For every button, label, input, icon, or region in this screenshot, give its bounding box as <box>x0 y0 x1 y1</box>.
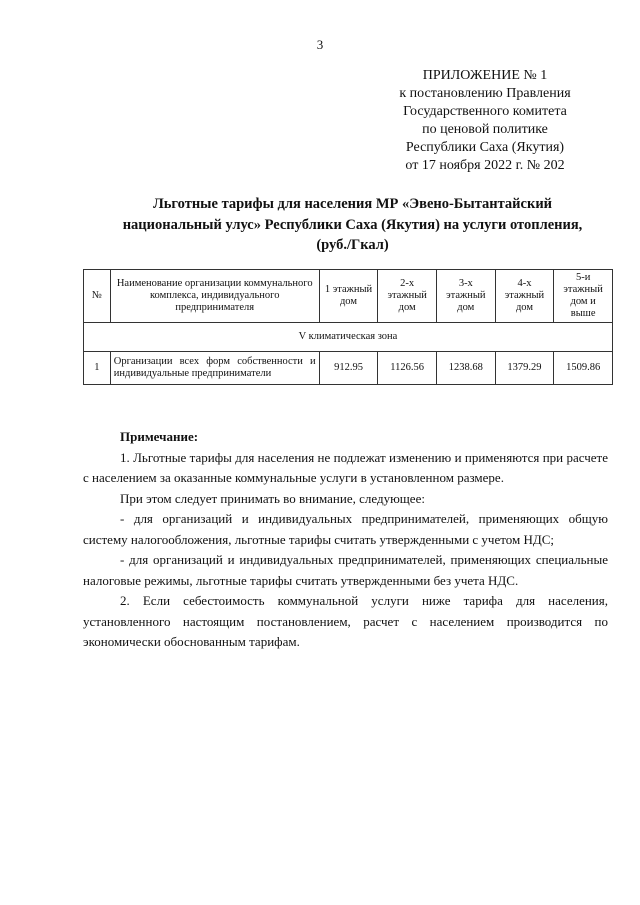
appendix-line: по ценовой политике <box>422 122 548 137</box>
note-paragraph: 2. Если себестоимость коммунальной услуги ниже тарифа для населения, установленного настоящим постановлением, расчет с населением производится по экономически обоснованным тарифам. <box>83 593 608 649</box>
title-line: национальный улус» Республики Саха (Якутия) на услуги отопления, <box>122 216 583 233</box>
header-4-floor: 4-х этажный дом <box>495 270 554 323</box>
tariff-table <box>83 269 613 385</box>
appendix-line: Государственного комитета <box>403 104 567 119</box>
row-value: 1509.86 <box>554 352 613 385</box>
header-1-floor: 1 этажный дом <box>319 270 378 323</box>
appendix-header <box>380 67 590 175</box>
appendix-line: к постановлению Правления <box>399 86 571 101</box>
header-organization: Наименование организации коммунального комплекса, индивидуального предпринимателя <box>110 270 319 323</box>
climate-zone-label: V климатическая зона <box>84 323 613 352</box>
table-row <box>84 352 613 385</box>
note-paragraph: - для организаций и индивидуальных предпринимателей, применяющих специальные налоговые режимы, льготные тарифы считать утвержденными без учета НДС. <box>83 552 608 588</box>
document-title <box>100 194 605 256</box>
notes-section <box>83 427 608 653</box>
row-num: 1 <box>84 352 111 385</box>
title-line: (руб./Гкал) <box>316 237 389 253</box>
note-paragraph: При этом следует принимать во внимание, следующее: <box>120 490 425 506</box>
note-paragraph: 1. Льготные тарифы для населения не подлежат изменению и применяются при расчете с населением за оказанные коммунальные услуги в установленном размере. <box>83 449 608 485</box>
table-header-row <box>84 270 613 323</box>
row-value: 912.95 <box>319 352 378 385</box>
header-3-floor: 3-х этажный дом <box>436 270 495 323</box>
table-zone-row <box>84 323 613 352</box>
appendix-line: от 17 ноября 2022 г. № 202 <box>405 158 565 173</box>
row-value: 1379.29 <box>495 352 554 385</box>
header-2-floor: 2-х этажный дом <box>378 270 437 323</box>
row-value: 1126.56 <box>378 352 437 385</box>
title-line: Льготные тарифы для населения МР «Эвено-Бытантайский <box>152 196 553 212</box>
appendix-line: ПРИЛОЖЕНИЕ № 1 <box>422 68 548 83</box>
row-value: 1238.68 <box>436 352 495 385</box>
note-paragraph: - для организаций и индивидуальных предпринимателей, применяющих общую систему налогообложения, льготные тарифы считать утвержденными с учетом НДС; <box>83 511 608 547</box>
row-organization: Организации всех форм собственности и индивидуальные предприниматели <box>110 352 319 385</box>
page-number: 3 <box>316 37 324 52</box>
header-num: № <box>84 270 111 323</box>
notes-heading: Примечание: <box>120 429 199 444</box>
appendix-line: Республики Саха (Якутия) <box>405 140 565 155</box>
header-5-floor: 5-и этажный дом и выше <box>554 270 613 323</box>
